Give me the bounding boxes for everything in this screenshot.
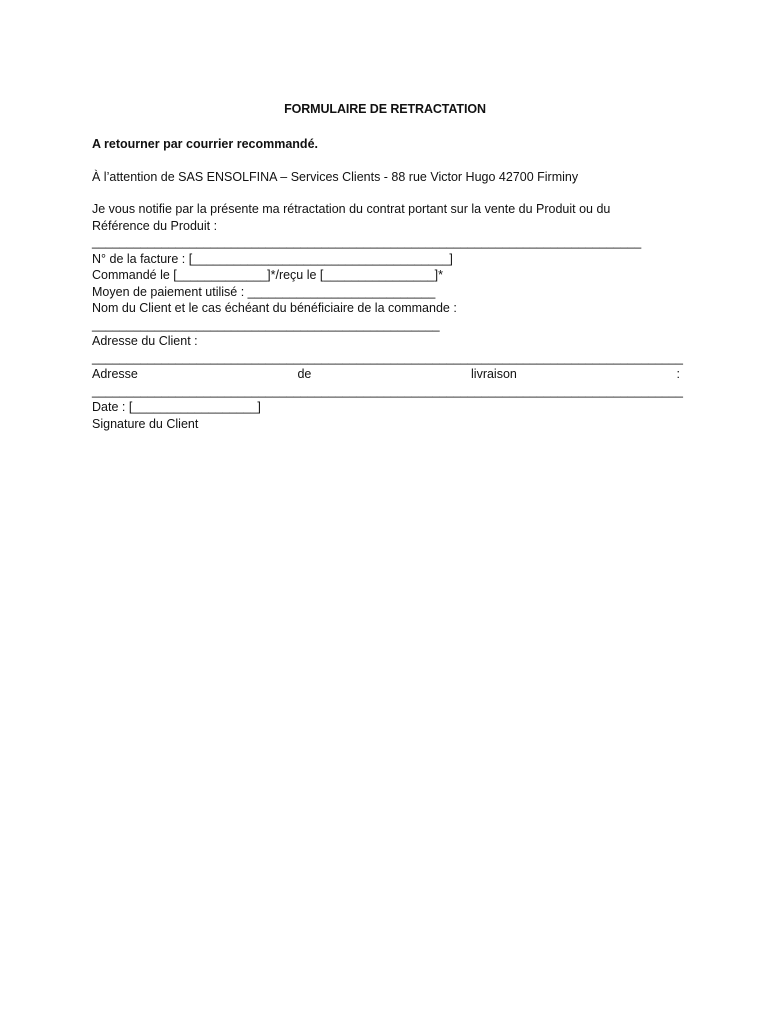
invoice-number-line: N° de la facture : [_____________________________________] [92,251,453,266]
delivery-address-label [92,366,680,383]
client-name-label: Nom du Client et le cas échéant du bénéficiaire de la commande : [92,301,457,315]
date-line: Date : [__________________] [92,400,261,414]
notify-text-line-1: Je vous notifie par la présente ma rétractation du contrat portant sur la vente du Produit ou du [92,202,611,216]
document-title: FORMULAIRE DE RETRACTATION [284,102,486,116]
payment-method-line: Moyen de paiement utilisé : ___________________________ [92,284,436,299]
delivery-word-1: Adresse [92,367,138,381]
signature-label: Signature du Client [92,416,199,431]
client-address-blank: _____________________________________________________________________________________ [92,350,683,365]
delivery-word-4: : [676,367,680,381]
attention-text: À l’attention de SAS ENSOLFINA – Services Clients - 88 rue Victor Hugo 42700 Firminy [92,169,579,184]
delivery-address-blank: _____________________________________________________________________________________ [92,383,683,398]
instruction-text: A retourner par courrier recommandé. [92,137,318,151]
client-name-blank: __________________________________________________ [92,317,440,332]
delivery-word-2: de [297,367,312,381]
document-body [92,136,682,432]
client-address-label: Adresse du Client : [92,334,198,348]
delivery-word-3: livraison [471,367,517,381]
product-reference-blank: _______________________________________________________________________________ [92,235,642,249]
product-reference-label: Référence du Produit : [92,218,218,233]
order-date-line: Commandé le [_____________]*/reçu le [________________]* [92,268,443,282]
